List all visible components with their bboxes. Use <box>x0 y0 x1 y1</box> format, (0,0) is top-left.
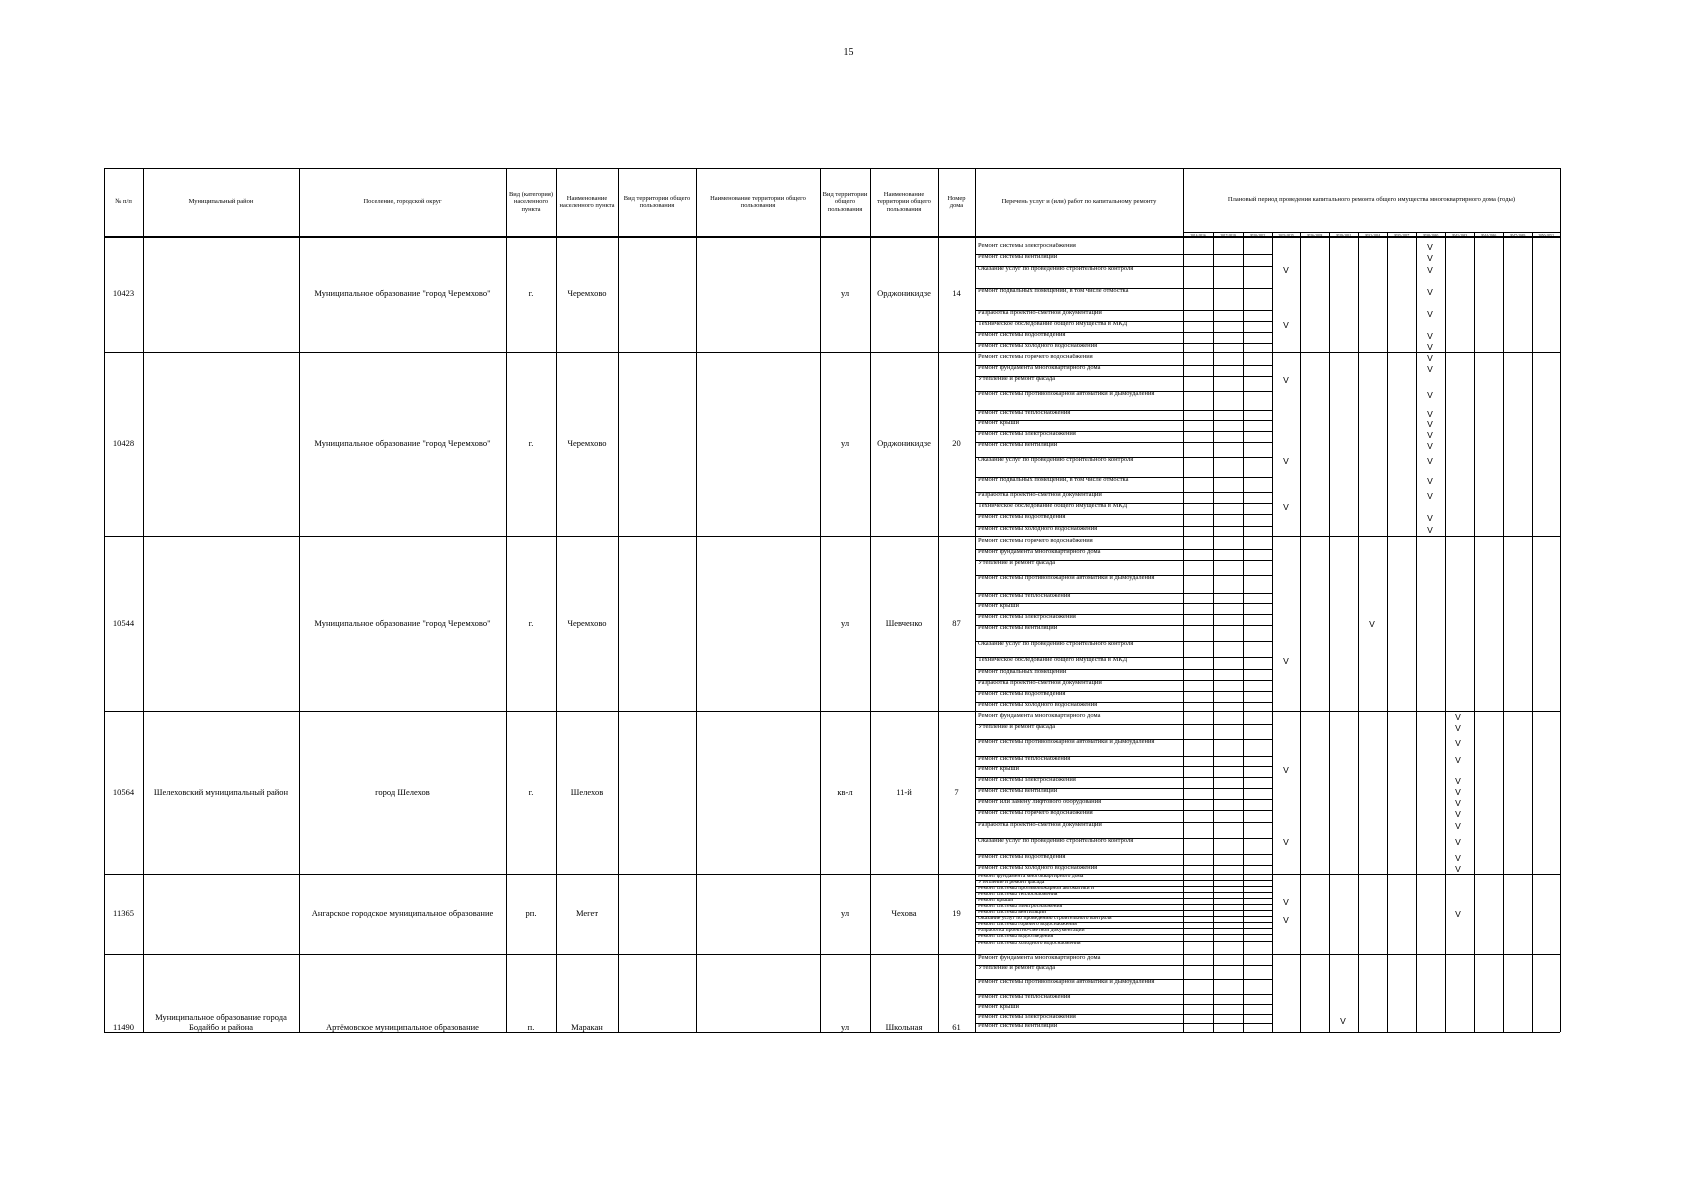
service-item: Ремонт системы водоотведения <box>978 691 1066 697</box>
record-street-type: ул <box>840 288 850 299</box>
service-item: Разработка проектно-сметной документации <box>978 822 1102 828</box>
record-street-name: Шевченко <box>885 617 923 628</box>
record-num: 11490 <box>113 1021 134 1032</box>
service-item: Ремонт системы электроснабжения <box>978 431 1076 437</box>
plan-mark: V <box>1427 342 1433 352</box>
plan-mark: V <box>1283 656 1289 666</box>
plan-mark: V <box>1455 798 1461 808</box>
plan-mark: V <box>1427 441 1433 451</box>
grid-line-v <box>1560 233 1561 1032</box>
record-district <box>143 536 299 711</box>
plan-mark: V <box>1455 712 1461 722</box>
header-street-type: Вид территории общего пользования <box>822 191 868 213</box>
service-item: Ремонт фундамента многоквартирного дома <box>978 955 1101 961</box>
header-period: Плановый период проведения капитального ремонта общего имущества многоквартирного дома (годы) <box>1227 195 1516 203</box>
service-item: Ремонт фундамента многоквартирного дома <box>978 365 1101 371</box>
record-area-name <box>696 352 820 536</box>
plan-mark: V <box>1427 242 1433 252</box>
record-locality-type: рп. <box>525 908 537 919</box>
service-item: Ремонт системы противопожарной автоматики и дымоудаления <box>978 979 1155 985</box>
service-item: Ремонт системы противопожарной автоматики и <box>978 886 1095 891</box>
year-header: 2041-2043 <box>1451 234 1468 238</box>
record-locality-name: Шелехов <box>570 786 604 797</box>
service-item: Ремонт системы горячего водоснабжения <box>978 354 1093 360</box>
service-item: Ремонт системы электроснабжения <box>978 777 1076 783</box>
plan-mark: V <box>1455 738 1461 748</box>
plan-mark: V <box>1283 897 1289 907</box>
plan-mark: V <box>1283 375 1289 385</box>
plan-mark: V <box>1369 618 1375 629</box>
service-item: Ремонт системы теплоснабжения <box>978 593 1071 599</box>
service-item: Ремонт фундамента многоквартирного дома <box>978 874 1084 879</box>
header-street-name: Наименование территории общего пользования <box>877 191 931 213</box>
service-item: Ремонт подвальных помещений, в том числе отмостка <box>978 477 1129 483</box>
service-item: Ремонт крыши <box>978 1004 1019 1010</box>
header-locality-name: Наименование населенного пункта <box>559 194 615 209</box>
record-num: 10564 <box>112 786 135 797</box>
grid-line-h <box>104 1032 1560 1033</box>
record-district <box>143 874 299 954</box>
service-item: Техническое обследование общего имущества в МКД <box>978 321 1128 327</box>
plan-mark: V <box>1427 409 1433 419</box>
service-item: Ремонт системы вентиляции <box>978 910 1047 915</box>
grid-line-h <box>975 352 1272 353</box>
record-settlement: Артёмовское муниципальное образование <box>326 1021 479 1032</box>
service-item: Ремонт системы теплоснабжения <box>978 756 1071 762</box>
service-item: Ремонт системы противопожарной автоматики и дымоудаления <box>978 739 1155 745</box>
year-header: 2017-2019 <box>1220 234 1236 238</box>
plan-mark: V <box>1455 864 1461 874</box>
year-header: 2047-2049 <box>1509 234 1526 238</box>
plan-mark: V <box>1427 525 1433 535</box>
service-item: Ремонт системы вентиляции <box>978 1023 1058 1029</box>
service-item: Ремонт крыши <box>978 420 1019 426</box>
service-item: Ремонт системы электроснабжения <box>978 904 1063 909</box>
service-item: Ремонт системы водоотведения <box>978 854 1066 860</box>
service-item: Ремонт системы вентиляции <box>978 625 1058 631</box>
record-locality-type: п. <box>527 1021 535 1032</box>
record-locality-type: г. <box>528 288 534 299</box>
service-item: Оказание услуг по проведению строительного контроля <box>978 457 1134 463</box>
grid-line-h <box>975 711 1272 712</box>
service-item: Ремонт крыши <box>978 898 1014 903</box>
record-locality-name: Черемхово <box>567 438 607 449</box>
record-street-name: Орджоникидзе <box>877 288 931 299</box>
service-item: Ремонт системы горячего водоснабжения <box>978 922 1077 927</box>
plan-mark: V <box>1283 837 1289 847</box>
record-street-type: кв-л <box>837 786 853 797</box>
plan-mark: V <box>1427 430 1433 440</box>
service-item: Утепление и ремонт фасада <box>978 880 1045 885</box>
service-item: Ремонт крыши <box>978 766 1019 772</box>
plan-mark: V <box>1427 513 1433 523</box>
record-street-name: Орджоникидзе <box>877 438 931 449</box>
record-locality-type: г. <box>528 617 534 628</box>
service-item: Ремонт системы электроснабжения <box>978 614 1076 620</box>
header-area-type: Вид территории общего пользования <box>623 194 691 209</box>
grid-line-v <box>975 168 976 1032</box>
plan-mark: V <box>1283 915 1289 925</box>
service-item: Утепление и ремонт фасада <box>978 965 1056 971</box>
record-settlement: Муниципальное образование "город Черемхово" <box>314 288 491 299</box>
record-locality-type: г. <box>528 786 534 797</box>
record-house: 7 <box>954 786 959 797</box>
header-area-name: Наименование территории общего пользования <box>710 194 806 209</box>
year-header: 2035-2037 <box>1393 234 1410 238</box>
plan-mark: V <box>1427 491 1433 501</box>
service-item: Ремонт системы противопожарной автоматики и дымоудаления <box>978 575 1155 581</box>
plan-mark: V <box>1427 476 1433 486</box>
service-item: Ремонт фундамента многоквартирного дома <box>978 713 1101 719</box>
service-item: Ремонт системы водоотведения <box>978 332 1066 338</box>
record-settlement: Ангарское городское муниципальное образование <box>311 908 494 919</box>
record-area-type <box>618 352 696 536</box>
record-street-type: ул <box>840 1021 850 1032</box>
header-settlement: Поселение, городской округ <box>363 198 442 206</box>
record-area-type <box>618 536 696 711</box>
service-item: Техническое обследование общего имущества в МКД <box>978 657 1128 663</box>
record-num: 10544 <box>112 617 135 628</box>
plan-mark: V <box>1427 456 1433 466</box>
service-item: Утепление и ремонт фасада <box>978 724 1056 730</box>
record-area-name <box>696 536 820 711</box>
service-item: Ремонт системы электроснабжения <box>978 243 1076 249</box>
service-item: Разработка проектно-сметной документации <box>978 680 1102 686</box>
grid-line-h <box>104 954 1560 955</box>
plan-mark: V <box>1340 1016 1346 1026</box>
record-street-name: Школьная <box>885 1021 923 1032</box>
plan-mark: V <box>1283 765 1289 775</box>
record-area-name <box>696 236 820 352</box>
header-num: № п/п <box>115 198 132 206</box>
year-header: 2044-2046 <box>1480 234 1497 238</box>
plan-mark: V <box>1427 253 1433 263</box>
record-area-type <box>618 236 696 352</box>
service-item: Оказание услуг по проведению строительного контроля <box>978 916 1112 921</box>
service-item: Ремонт системы холодного водоснабжения <box>978 343 1098 349</box>
service-item: Ремонт системы холодного водоснабжения <box>978 865 1098 871</box>
year-header: 2020-2022 <box>1249 234 1266 238</box>
service-item: Разработка проектно-сметной документации <box>978 928 1085 933</box>
service-item: Ремонт системы водоотведения <box>978 934 1054 939</box>
year-header: 2029-2031 <box>1335 234 1352 238</box>
service-item: Ремонт фундамента многоквартирного дома <box>978 549 1101 555</box>
plan-mark: V <box>1455 809 1461 819</box>
year-header: 2032-2034 <box>1364 234 1381 238</box>
record-street-name: 11-й <box>896 786 912 797</box>
plan-mark: V <box>1455 837 1461 847</box>
service-item: Разработка проектно-сметной документации <box>978 310 1102 316</box>
header-district: Муниципальный район <box>188 198 254 206</box>
plan-mark: V <box>1283 456 1289 466</box>
service-item: Ремонт системы противопожарной автоматики и дымоудаления <box>978 391 1155 397</box>
plan-mark: V <box>1455 776 1461 786</box>
service-item: Утепление и ремонт фасада <box>978 376 1056 382</box>
service-item: Ремонт системы теплоснабжения <box>978 410 1071 416</box>
record-street-type: ул <box>840 617 850 628</box>
service-item: Ремонт или замену лифтового оборудования <box>978 799 1102 805</box>
year-header: 2023-2025 <box>1278 234 1294 238</box>
plan-mark: V <box>1427 353 1433 363</box>
record-num: 10428 <box>112 438 135 449</box>
service-item: Ремонт системы теплоснабжения <box>978 994 1071 1000</box>
header-services: Перечень услуг и (или) работ по капитальному ремонту <box>1001 198 1157 206</box>
year-header: 2038-2040 <box>1422 234 1439 238</box>
service-item: Оказание услуг по проведению строительного контроля <box>978 641 1134 647</box>
plan-mark: V <box>1427 364 1433 374</box>
record-district <box>143 352 299 536</box>
plan-mark: V <box>1427 419 1433 429</box>
year-header: 2026-2028 <box>1306 234 1323 238</box>
service-item: Ремонт системы вентиляции <box>978 788 1058 794</box>
plan-mark: V <box>1455 909 1461 919</box>
record-house: 61 <box>952 1021 961 1032</box>
plan-mark: V <box>1283 265 1289 275</box>
service-item: Ремонт крыши <box>978 603 1019 609</box>
record-area-type <box>618 874 696 954</box>
record-area-type <box>618 711 696 874</box>
service-item: Техническое обследование общего имущества в МКД <box>978 503 1128 509</box>
header-locality-type: Вид (категория) населенного пункта <box>508 191 554 213</box>
year-header: 2014-2016 <box>1190 234 1206 238</box>
record-house: 19 <box>952 908 961 919</box>
service-item: Ремонт подвальных помещений, в том числе отмостка <box>978 288 1129 294</box>
plan-mark: V <box>1427 309 1433 319</box>
plan-mark: V <box>1427 265 1433 275</box>
plan-mark: V <box>1455 723 1461 733</box>
service-item: Разработка проектно-сметной документации <box>978 492 1102 498</box>
service-item: Ремонт системы водоотведения <box>978 514 1066 520</box>
record-locality-name: Черемхово <box>567 617 607 628</box>
plan-mark: V <box>1455 821 1461 831</box>
plan-mark: V <box>1427 331 1433 341</box>
record-area-name <box>696 711 820 874</box>
service-item: Ремонт системы электроснабжения <box>978 1014 1076 1020</box>
service-item: Ремонт системы горячего водоснабжения <box>978 538 1093 544</box>
record-settlement: Муниципальное образование "город Черемхово" <box>314 438 491 449</box>
record-num: 10423 <box>112 288 135 299</box>
record-locality-name: Маракан <box>571 1021 603 1032</box>
service-item: Ремонт системы холодного водоснабжения <box>978 526 1098 532</box>
record-area-name <box>696 874 820 954</box>
record-district <box>143 236 299 352</box>
page-number: 15 <box>843 47 854 58</box>
service-item: Ремонт системы горячего водоснабжения <box>978 810 1093 816</box>
service-item: Ремонт подвальных помещений <box>978 669 1067 675</box>
grid-line-h <box>975 536 1272 537</box>
record-street-type: ул <box>840 438 850 449</box>
record-num: 11365 <box>113 908 134 919</box>
record-house: 87 <box>952 617 961 628</box>
record-area-type <box>618 996 696 1032</box>
record-locality-type: г. <box>528 438 534 449</box>
service-item: Оказание услуг по проведению строительного контроля <box>978 838 1134 844</box>
service-item: Ремонт системы холодного водоснабжения <box>978 702 1098 708</box>
plan-mark: V <box>1427 390 1433 400</box>
grid-line-h <box>975 1032 1272 1033</box>
plan-mark: V <box>1455 787 1461 797</box>
record-locality-name: Черемхово <box>567 288 607 299</box>
plan-mark: V <box>1455 853 1461 863</box>
record-street-type: ул <box>840 908 850 919</box>
service-item: Ремонт системы вентиляции <box>978 254 1058 260</box>
plan-mark: V <box>1283 320 1289 330</box>
record-district: Муниципальное образование города Бодайбо и района <box>155 1012 287 1032</box>
header-house: Номер дома <box>947 194 966 209</box>
record-settlement: город Шелехов <box>375 786 430 797</box>
service-item: Ремонт системы вентиляции <box>978 442 1058 448</box>
record-street-name: Чехова <box>891 908 917 919</box>
record-house: 14 <box>952 288 961 299</box>
service-item: Ремонт системы холодного водоснабжения <box>978 941 1081 946</box>
service-item: Оказание услуг по проведению строительного контроля <box>978 266 1134 272</box>
record-house: 20 <box>952 438 961 449</box>
record-locality-name: Мегет <box>575 908 599 919</box>
plan-mark: V <box>1455 755 1461 765</box>
record-district: Шелеховский муниципальный район <box>153 786 289 797</box>
record-settlement: Муниципальное образование "город Черемхово" <box>314 617 491 628</box>
plan-mark: V <box>1283 502 1289 512</box>
service-item: Утепление и ремонт фасада <box>978 560 1056 566</box>
record-area-name <box>696 996 820 1032</box>
service-item: Ремонт системы теплоснабжения <box>978 892 1058 897</box>
plan-mark: V <box>1427 287 1433 297</box>
year-header: 2050-2052 <box>1538 234 1554 238</box>
